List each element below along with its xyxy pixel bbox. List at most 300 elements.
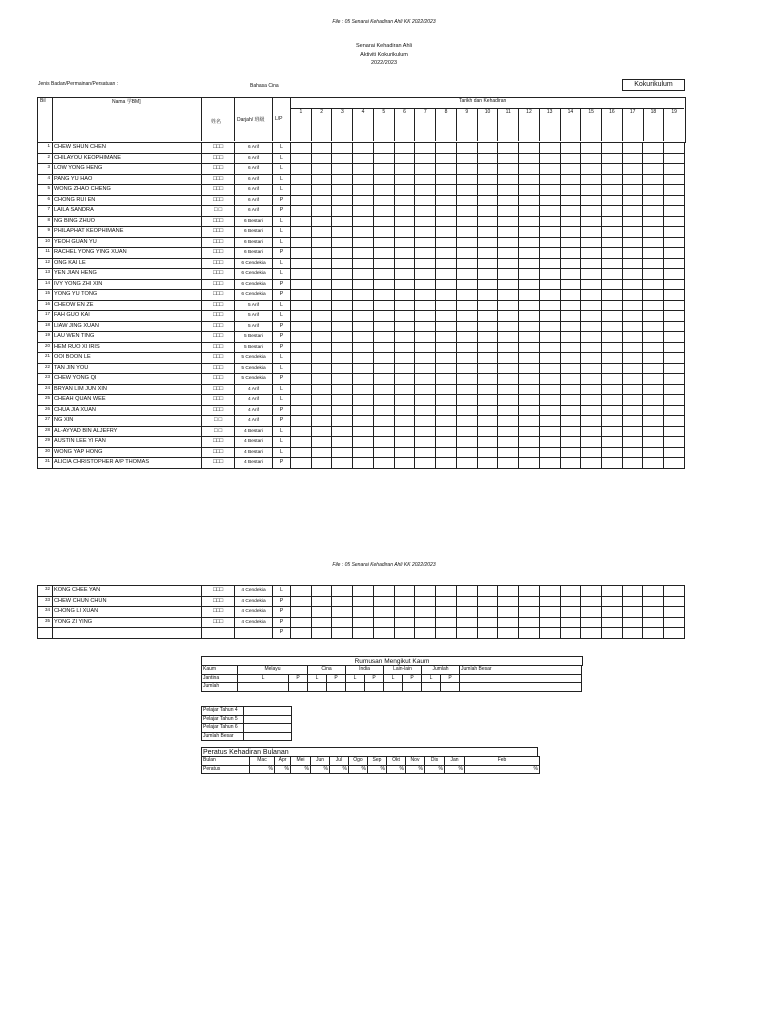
attendance-cell[interactable] — [581, 426, 602, 437]
attendance-cell[interactable] — [643, 458, 664, 469]
attendance-cell[interactable] — [436, 279, 457, 290]
attendance-cell[interactable] — [539, 405, 560, 416]
attendance-cell[interactable] — [664, 153, 685, 164]
attendance-cell[interactable] — [622, 279, 643, 290]
attendance-cell[interactable] — [394, 607, 415, 618]
attendance-cell[interactable] — [311, 237, 332, 248]
attendance-cell[interactable] — [436, 426, 457, 437]
attendance-cell[interactable] — [394, 143, 415, 154]
attendance-cell[interactable] — [622, 248, 643, 259]
attendance-cell[interactable] — [539, 290, 560, 301]
attendance-cell[interactable] — [373, 143, 394, 154]
attendance-cell[interactable] — [291, 185, 312, 196]
attendance-cell[interactable] — [436, 458, 457, 469]
attendance-cell[interactable] — [353, 363, 374, 374]
attendance-cell[interactable] — [415, 269, 436, 280]
attendance-cell[interactable] — [373, 607, 394, 618]
attendance-cell[interactable] — [581, 227, 602, 238]
attendance-cell[interactable] — [622, 153, 643, 164]
attendance-cell[interactable] — [373, 216, 394, 227]
attendance-cell[interactable] — [498, 300, 519, 311]
attendance-cell[interactable] — [353, 206, 374, 217]
attendance-cell[interactable] — [415, 586, 436, 597]
attendance-cell[interactable] — [602, 617, 623, 628]
attendance-cell[interactable] — [643, 607, 664, 618]
attendance-cell[interactable] — [332, 164, 353, 175]
attendance-cell[interactable] — [622, 237, 643, 248]
attendance-cell[interactable] — [394, 321, 415, 332]
attendance-cell[interactable] — [519, 437, 540, 448]
attendance-cell[interactable] — [373, 363, 394, 374]
attendance-cell[interactable] — [415, 321, 436, 332]
attendance-cell[interactable] — [560, 174, 581, 185]
attendance-cell[interactable] — [415, 628, 436, 639]
attendance-cell[interactable] — [602, 405, 623, 416]
attendance-cell[interactable] — [539, 174, 560, 185]
attendance-cell[interactable] — [332, 617, 353, 628]
attendance-cell[interactable] — [498, 164, 519, 175]
attendance-cell[interactable] — [353, 164, 374, 175]
attendance-cell[interactable] — [332, 290, 353, 301]
attendance-cell[interactable] — [539, 143, 560, 154]
attendance-cell[interactable] — [581, 248, 602, 259]
attendance-cell[interactable] — [622, 185, 643, 196]
attendance-cell[interactable] — [436, 628, 457, 639]
attendance-cell[interactable] — [291, 628, 312, 639]
attendance-cell[interactable] — [498, 227, 519, 238]
attendance-cell[interactable] — [394, 342, 415, 353]
attendance-cell[interactable] — [394, 628, 415, 639]
attendance-cell[interactable] — [394, 258, 415, 269]
attendance-cell[interactable] — [622, 586, 643, 597]
attendance-cell[interactable] — [643, 405, 664, 416]
attendance-cell[interactable] — [519, 416, 540, 427]
attendance-cell[interactable] — [643, 628, 664, 639]
attendance-cell[interactable] — [394, 374, 415, 385]
attendance-cell[interactable] — [436, 596, 457, 607]
attendance-cell[interactable] — [560, 458, 581, 469]
attendance-cell[interactable] — [332, 363, 353, 374]
attendance-cell[interactable] — [291, 290, 312, 301]
attendance-cell[interactable] — [519, 300, 540, 311]
attendance-cell[interactable] — [664, 174, 685, 185]
attendance-cell[interactable] — [394, 363, 415, 374]
attendance-cell[interactable] — [643, 237, 664, 248]
attendance-cell[interactable] — [498, 363, 519, 374]
attendance-cell[interactable] — [291, 384, 312, 395]
attendance-cell[interactable] — [373, 596, 394, 607]
attendance-cell[interactable] — [311, 227, 332, 238]
attendance-cell[interactable] — [602, 269, 623, 280]
attendance-cell[interactable] — [664, 321, 685, 332]
attendance-cell[interactable] — [291, 206, 312, 217]
attendance-cell[interactable] — [456, 458, 477, 469]
attendance-cell[interactable] — [643, 258, 664, 269]
attendance-cell[interactable] — [498, 216, 519, 227]
attendance-cell[interactable] — [456, 258, 477, 269]
attendance-cell[interactable] — [311, 248, 332, 259]
attendance-cell[interactable] — [539, 447, 560, 458]
attendance-cell[interactable] — [519, 248, 540, 259]
attendance-cell[interactable] — [602, 628, 623, 639]
attendance-cell[interactable] — [373, 195, 394, 206]
attendance-cell[interactable] — [311, 216, 332, 227]
attendance-cell[interactable] — [581, 258, 602, 269]
attendance-cell[interactable] — [519, 269, 540, 280]
attendance-cell[interactable] — [353, 395, 374, 406]
attendance-cell[interactable] — [498, 332, 519, 343]
attendance-cell[interactable] — [394, 290, 415, 301]
attendance-cell[interactable] — [539, 628, 560, 639]
attendance-cell[interactable] — [456, 321, 477, 332]
attendance-cell[interactable] — [415, 164, 436, 175]
attendance-cell[interactable] — [664, 206, 685, 217]
attendance-cell[interactable] — [622, 206, 643, 217]
attendance-cell[interactable] — [353, 248, 374, 259]
attendance-cell[interactable] — [415, 248, 436, 259]
attendance-cell[interactable] — [498, 311, 519, 322]
attendance-cell[interactable] — [622, 437, 643, 448]
attendance-cell[interactable] — [373, 206, 394, 217]
attendance-cell[interactable] — [581, 342, 602, 353]
attendance-cell[interactable] — [519, 405, 540, 416]
attendance-cell[interactable] — [311, 321, 332, 332]
attendance-cell[interactable] — [643, 447, 664, 458]
attendance-cell[interactable] — [602, 300, 623, 311]
attendance-cell[interactable] — [436, 586, 457, 597]
attendance-cell[interactable] — [456, 206, 477, 217]
attendance-cell[interactable] — [477, 374, 498, 385]
attendance-cell[interactable] — [498, 374, 519, 385]
attendance-cell[interactable] — [519, 628, 540, 639]
attendance-cell[interactable] — [332, 596, 353, 607]
attendance-cell[interactable] — [622, 227, 643, 238]
attendance-cell[interactable] — [519, 586, 540, 597]
attendance-cell[interactable] — [436, 607, 457, 618]
attendance-cell[interactable] — [602, 206, 623, 217]
attendance-cell[interactable] — [353, 332, 374, 343]
attendance-cell[interactable] — [291, 143, 312, 154]
attendance-cell[interactable] — [353, 405, 374, 416]
attendance-cell[interactable] — [664, 332, 685, 343]
attendance-cell[interactable] — [415, 384, 436, 395]
attendance-cell[interactable] — [602, 607, 623, 618]
attendance-cell[interactable] — [436, 342, 457, 353]
attendance-cell[interactable] — [311, 437, 332, 448]
attendance-cell[interactable] — [664, 586, 685, 597]
attendance-cell[interactable] — [353, 628, 374, 639]
attendance-cell[interactable] — [477, 342, 498, 353]
attendance-cell[interactable] — [291, 458, 312, 469]
attendance-cell[interactable] — [477, 216, 498, 227]
attendance-cell[interactable] — [560, 416, 581, 427]
attendance-cell[interactable] — [581, 416, 602, 427]
attendance-cell[interactable] — [291, 248, 312, 259]
attendance-cell[interactable] — [643, 227, 664, 238]
attendance-cell[interactable] — [332, 311, 353, 322]
attendance-cell[interactable] — [436, 164, 457, 175]
attendance-cell[interactable] — [498, 596, 519, 607]
attendance-cell[interactable] — [311, 143, 332, 154]
attendance-cell[interactable] — [519, 596, 540, 607]
attendance-cell[interactable] — [643, 311, 664, 322]
attendance-cell[interactable] — [539, 300, 560, 311]
attendance-cell[interactable] — [560, 342, 581, 353]
attendance-cell[interactable] — [664, 185, 685, 196]
attendance-cell[interactable] — [602, 237, 623, 248]
attendance-cell[interactable] — [373, 332, 394, 343]
attendance-cell[interactable] — [291, 195, 312, 206]
attendance-cell[interactable] — [643, 279, 664, 290]
attendance-cell[interactable] — [643, 143, 664, 154]
attendance-cell[interactable] — [394, 353, 415, 364]
attendance-cell[interactable] — [664, 216, 685, 227]
attendance-cell[interactable] — [602, 227, 623, 238]
attendance-cell[interactable] — [643, 342, 664, 353]
attendance-cell[interactable] — [622, 195, 643, 206]
attendance-cell[interactable] — [539, 153, 560, 164]
attendance-cell[interactable] — [415, 195, 436, 206]
attendance-cell[interactable] — [477, 174, 498, 185]
attendance-cell[interactable] — [664, 447, 685, 458]
attendance-cell[interactable] — [664, 363, 685, 374]
attendance-cell[interactable] — [560, 311, 581, 322]
attendance-cell[interactable] — [415, 405, 436, 416]
attendance-cell[interactable] — [581, 164, 602, 175]
attendance-cell[interactable] — [519, 164, 540, 175]
attendance-cell[interactable] — [332, 269, 353, 280]
attendance-cell[interactable] — [519, 258, 540, 269]
attendance-cell[interactable] — [643, 332, 664, 343]
attendance-cell[interactable] — [332, 227, 353, 238]
attendance-cell[interactable] — [436, 269, 457, 280]
attendance-cell[interactable] — [311, 185, 332, 196]
attendance-cell[interactable] — [664, 607, 685, 618]
attendance-cell[interactable] — [519, 185, 540, 196]
attendance-cell[interactable] — [353, 607, 374, 618]
attendance-cell[interactable] — [291, 174, 312, 185]
attendance-cell[interactable] — [519, 290, 540, 301]
attendance-cell[interactable] — [539, 248, 560, 259]
attendance-cell[interactable] — [643, 164, 664, 175]
attendance-cell[interactable] — [394, 185, 415, 196]
attendance-cell[interactable] — [539, 596, 560, 607]
attendance-cell[interactable] — [436, 311, 457, 322]
attendance-cell[interactable] — [456, 164, 477, 175]
attendance-cell[interactable] — [291, 321, 312, 332]
attendance-cell[interactable] — [415, 374, 436, 385]
attendance-cell[interactable] — [373, 395, 394, 406]
attendance-cell[interactable] — [643, 596, 664, 607]
attendance-cell[interactable] — [581, 153, 602, 164]
attendance-cell[interactable] — [373, 290, 394, 301]
attendance-cell[interactable] — [353, 153, 374, 164]
attendance-cell[interactable] — [519, 342, 540, 353]
attendance-cell[interactable] — [581, 363, 602, 374]
attendance-cell[interactable] — [539, 384, 560, 395]
attendance-cell[interactable] — [560, 447, 581, 458]
attendance-cell[interactable] — [602, 458, 623, 469]
attendance-cell[interactable] — [353, 227, 374, 238]
attendance-cell[interactable] — [560, 596, 581, 607]
attendance-cell[interactable] — [498, 437, 519, 448]
attendance-cell[interactable] — [664, 279, 685, 290]
attendance-cell[interactable] — [643, 290, 664, 301]
attendance-cell[interactable] — [477, 248, 498, 259]
attendance-cell[interactable] — [373, 586, 394, 597]
attendance-cell[interactable] — [664, 426, 685, 437]
attendance-cell[interactable] — [353, 596, 374, 607]
attendance-cell[interactable] — [436, 374, 457, 385]
attendance-cell[interactable] — [581, 206, 602, 217]
attendance-cell[interactable] — [581, 237, 602, 248]
attendance-cell[interactable] — [498, 384, 519, 395]
attendance-cell[interactable] — [311, 416, 332, 427]
attendance-cell[interactable] — [394, 279, 415, 290]
attendance-cell[interactable] — [415, 206, 436, 217]
attendance-cell[interactable] — [602, 437, 623, 448]
attendance-cell[interactable] — [560, 607, 581, 618]
attendance-cell[interactable] — [311, 332, 332, 343]
attendance-cell[interactable] — [415, 363, 436, 374]
attendance-cell[interactable] — [311, 458, 332, 469]
attendance-cell[interactable] — [477, 321, 498, 332]
attendance-cell[interactable] — [498, 206, 519, 217]
attendance-cell[interactable] — [498, 458, 519, 469]
attendance-cell[interactable] — [415, 395, 436, 406]
attendance-cell[interactable] — [353, 617, 374, 628]
attendance-cell[interactable] — [602, 596, 623, 607]
attendance-cell[interactable] — [332, 586, 353, 597]
attendance-cell[interactable] — [643, 153, 664, 164]
attendance-cell[interactable] — [456, 311, 477, 322]
attendance-cell[interactable] — [291, 617, 312, 628]
attendance-cell[interactable] — [622, 353, 643, 364]
attendance-cell[interactable] — [332, 342, 353, 353]
attendance-cell[interactable] — [477, 311, 498, 322]
attendance-cell[interactable] — [291, 237, 312, 248]
attendance-cell[interactable] — [436, 185, 457, 196]
attendance-cell[interactable] — [539, 586, 560, 597]
attendance-cell[interactable] — [581, 405, 602, 416]
attendance-cell[interactable] — [560, 300, 581, 311]
attendance-cell[interactable] — [477, 237, 498, 248]
attendance-cell[interactable] — [394, 596, 415, 607]
attendance-cell[interactable] — [436, 353, 457, 364]
attendance-cell[interactable] — [436, 237, 457, 248]
attendance-cell[interactable] — [415, 279, 436, 290]
attendance-cell[interactable] — [291, 279, 312, 290]
attendance-cell[interactable] — [415, 258, 436, 269]
attendance-cell[interactable] — [519, 311, 540, 322]
attendance-cell[interactable] — [456, 332, 477, 343]
attendance-cell[interactable] — [498, 447, 519, 458]
attendance-cell[interactable] — [394, 617, 415, 628]
attendance-cell[interactable] — [415, 353, 436, 364]
attendance-cell[interactable] — [373, 447, 394, 458]
attendance-cell[interactable] — [602, 447, 623, 458]
attendance-cell[interactable] — [519, 174, 540, 185]
attendance-cell[interactable] — [436, 143, 457, 154]
attendance-cell[interactable] — [332, 405, 353, 416]
attendance-cell[interactable] — [664, 258, 685, 269]
attendance-cell[interactable] — [291, 227, 312, 238]
attendance-cell[interactable] — [332, 332, 353, 343]
attendance-cell[interactable] — [291, 258, 312, 269]
attendance-cell[interactable] — [581, 617, 602, 628]
attendance-cell[interactable] — [456, 596, 477, 607]
attendance-cell[interactable] — [643, 216, 664, 227]
attendance-cell[interactable] — [353, 290, 374, 301]
attendance-cell[interactable] — [436, 258, 457, 269]
attendance-cell[interactable] — [394, 416, 415, 427]
attendance-cell[interactable] — [664, 269, 685, 280]
attendance-cell[interactable] — [519, 607, 540, 618]
attendance-cell[interactable] — [664, 290, 685, 301]
attendance-cell[interactable] — [373, 300, 394, 311]
attendance-cell[interactable] — [560, 279, 581, 290]
attendance-cell[interactable] — [602, 416, 623, 427]
attendance-cell[interactable] — [332, 395, 353, 406]
attendance-cell[interactable] — [291, 447, 312, 458]
attendance-cell[interactable] — [581, 216, 602, 227]
attendance-cell[interactable] — [602, 248, 623, 259]
attendance-cell[interactable] — [519, 143, 540, 154]
attendance-cell[interactable] — [311, 206, 332, 217]
attendance-cell[interactable] — [353, 426, 374, 437]
attendance-cell[interactable] — [560, 237, 581, 248]
attendance-cell[interactable] — [560, 374, 581, 385]
attendance-cell[interactable] — [498, 269, 519, 280]
attendance-cell[interactable] — [332, 300, 353, 311]
attendance-cell[interactable] — [581, 628, 602, 639]
attendance-cell[interactable] — [581, 195, 602, 206]
attendance-cell[interactable] — [560, 353, 581, 364]
attendance-cell[interactable] — [311, 290, 332, 301]
attendance-cell[interactable] — [415, 185, 436, 196]
attendance-cell[interactable] — [436, 227, 457, 238]
attendance-cell[interactable] — [477, 628, 498, 639]
attendance-cell[interactable] — [456, 290, 477, 301]
attendance-cell[interactable] — [291, 374, 312, 385]
attendance-cell[interactable] — [477, 458, 498, 469]
attendance-cell[interactable] — [394, 269, 415, 280]
attendance-cell[interactable] — [311, 164, 332, 175]
attendance-cell[interactable] — [456, 447, 477, 458]
attendance-cell[interactable] — [394, 164, 415, 175]
attendance-cell[interactable] — [291, 164, 312, 175]
attendance-cell[interactable] — [415, 437, 436, 448]
attendance-cell[interactable] — [436, 195, 457, 206]
attendance-cell[interactable] — [539, 237, 560, 248]
attendance-cell[interactable] — [477, 447, 498, 458]
attendance-cell[interactable] — [353, 321, 374, 332]
attendance-cell[interactable] — [498, 405, 519, 416]
attendance-cell[interactable] — [622, 374, 643, 385]
attendance-cell[interactable] — [498, 279, 519, 290]
attendance-cell[interactable] — [581, 300, 602, 311]
attendance-cell[interactable] — [477, 290, 498, 301]
attendance-cell[interactable] — [519, 153, 540, 164]
attendance-cell[interactable] — [498, 258, 519, 269]
attendance-cell[interactable] — [622, 174, 643, 185]
attendance-cell[interactable] — [539, 321, 560, 332]
attendance-cell[interactable] — [477, 363, 498, 374]
attendance-cell[interactable] — [477, 227, 498, 238]
attendance-cell[interactable] — [373, 174, 394, 185]
attendance-cell[interactable] — [560, 290, 581, 301]
attendance-cell[interactable] — [664, 628, 685, 639]
